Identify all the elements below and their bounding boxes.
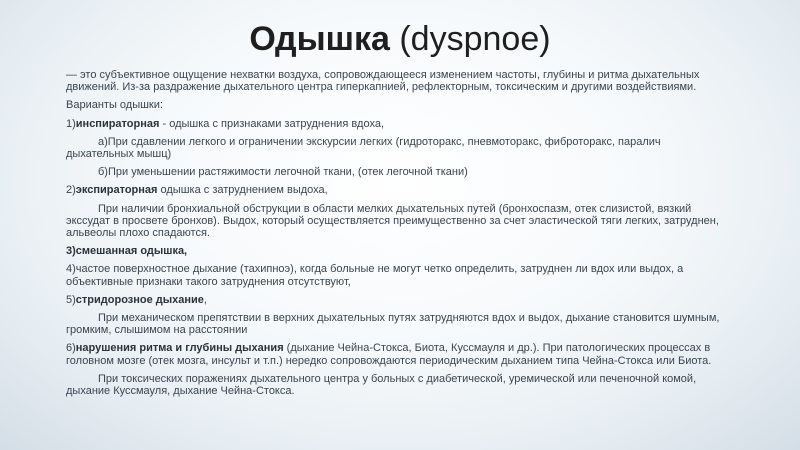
variant-2-term: экспираторная bbox=[75, 184, 158, 197]
variant-6 bbox=[66, 342, 726, 366]
variants-heading: Варианты одышки: bbox=[66, 99, 163, 112]
variant-2-detail: При наличии бронхиальной обструкции в области мелких дыхательных путей (бронхоспазм, отек слизистой, вязкий экссудат в просвете бронхов). Выдох, который осуществляется преимущественно за счет эластической тяги легких, затруднен, альвеолы плохо спадаются. bbox=[66, 202, 719, 240]
variant-1-num: 1) bbox=[66, 117, 76, 130]
variant-1-b: б)При уменьшении растяжимости легочной ткани, (отек легочной ткани) bbox=[98, 166, 468, 179]
variant-5 bbox=[66, 294, 726, 306]
slide-body bbox=[66, 69, 726, 403]
variant-6-term: нарушения ритма и глубины дыхания bbox=[75, 342, 284, 355]
title-main: Одышка bbox=[249, 20, 390, 58]
variant-5-term: стридорозное дыхание bbox=[75, 293, 204, 306]
intro-paragraph: — это субъективное ощущение нехватки воздуха, сопровождающееся изменением частоты, глубины и ритма дыхательных движений. Из-за раздражение дыхательного центра гиперкапнией, рефлекторным, токсическим и другими воздействиями. bbox=[66, 69, 700, 94]
variant-6-detail: При токсических поражениях дыхательного центра у больных с диабетической, уремической или печеночной комой, дыхание Куссмауля, дыхание Чейна-Стокса. bbox=[66, 372, 697, 398]
slide-title bbox=[0, 20, 800, 59]
variant-1-term: инспираторная bbox=[75, 117, 160, 130]
variant-1-rest: - одышка с признаками затруднения вдоха, bbox=[159, 117, 385, 130]
title-latin: (dyspnoe) bbox=[399, 20, 551, 58]
variant-2 bbox=[66, 184, 726, 196]
variant-2-rest: одышка с затруднением выдоха, bbox=[157, 184, 328, 197]
variant-2-num: 2) bbox=[66, 184, 76, 197]
variant-6-num: 6) bbox=[66, 342, 76, 355]
variant-5-num: 5) bbox=[66, 293, 76, 306]
variant-3: 3)смешанная одышка, bbox=[66, 245, 188, 258]
variant-5-rest: , bbox=[203, 293, 207, 306]
variant-1-a: а)При сдавлении легкого и ограничении экскурсии легких (гидроторакс, пневмоторакс, фиброторакс, паралич дыхательных мышц) bbox=[66, 135, 661, 161]
variant-1 bbox=[66, 118, 726, 130]
variant-6-rest: (дыхание Чейна-Стокса, Биота, Куссмауля и др.). При патологических процессах в головном мозге (отек мозга, инсульт и т.п.) нередко сопровождаются периодическим дыханием типа Чейна-Стокса или Биота. bbox=[66, 342, 712, 367]
variant-4: 4)частое поверхностное дыхание (тахипноэ), когда больные не могут четко определить, затруднен ли вдох или выдох, а объективные признаки такого затруднения отсутствуют, bbox=[66, 263, 684, 288]
variant-5-detail: При механическом препятствии в верхних дыхательных путях затрудняются вдох и выдох, дыхание становится шумным, громким, слышимом на расстоянии bbox=[66, 312, 720, 337]
